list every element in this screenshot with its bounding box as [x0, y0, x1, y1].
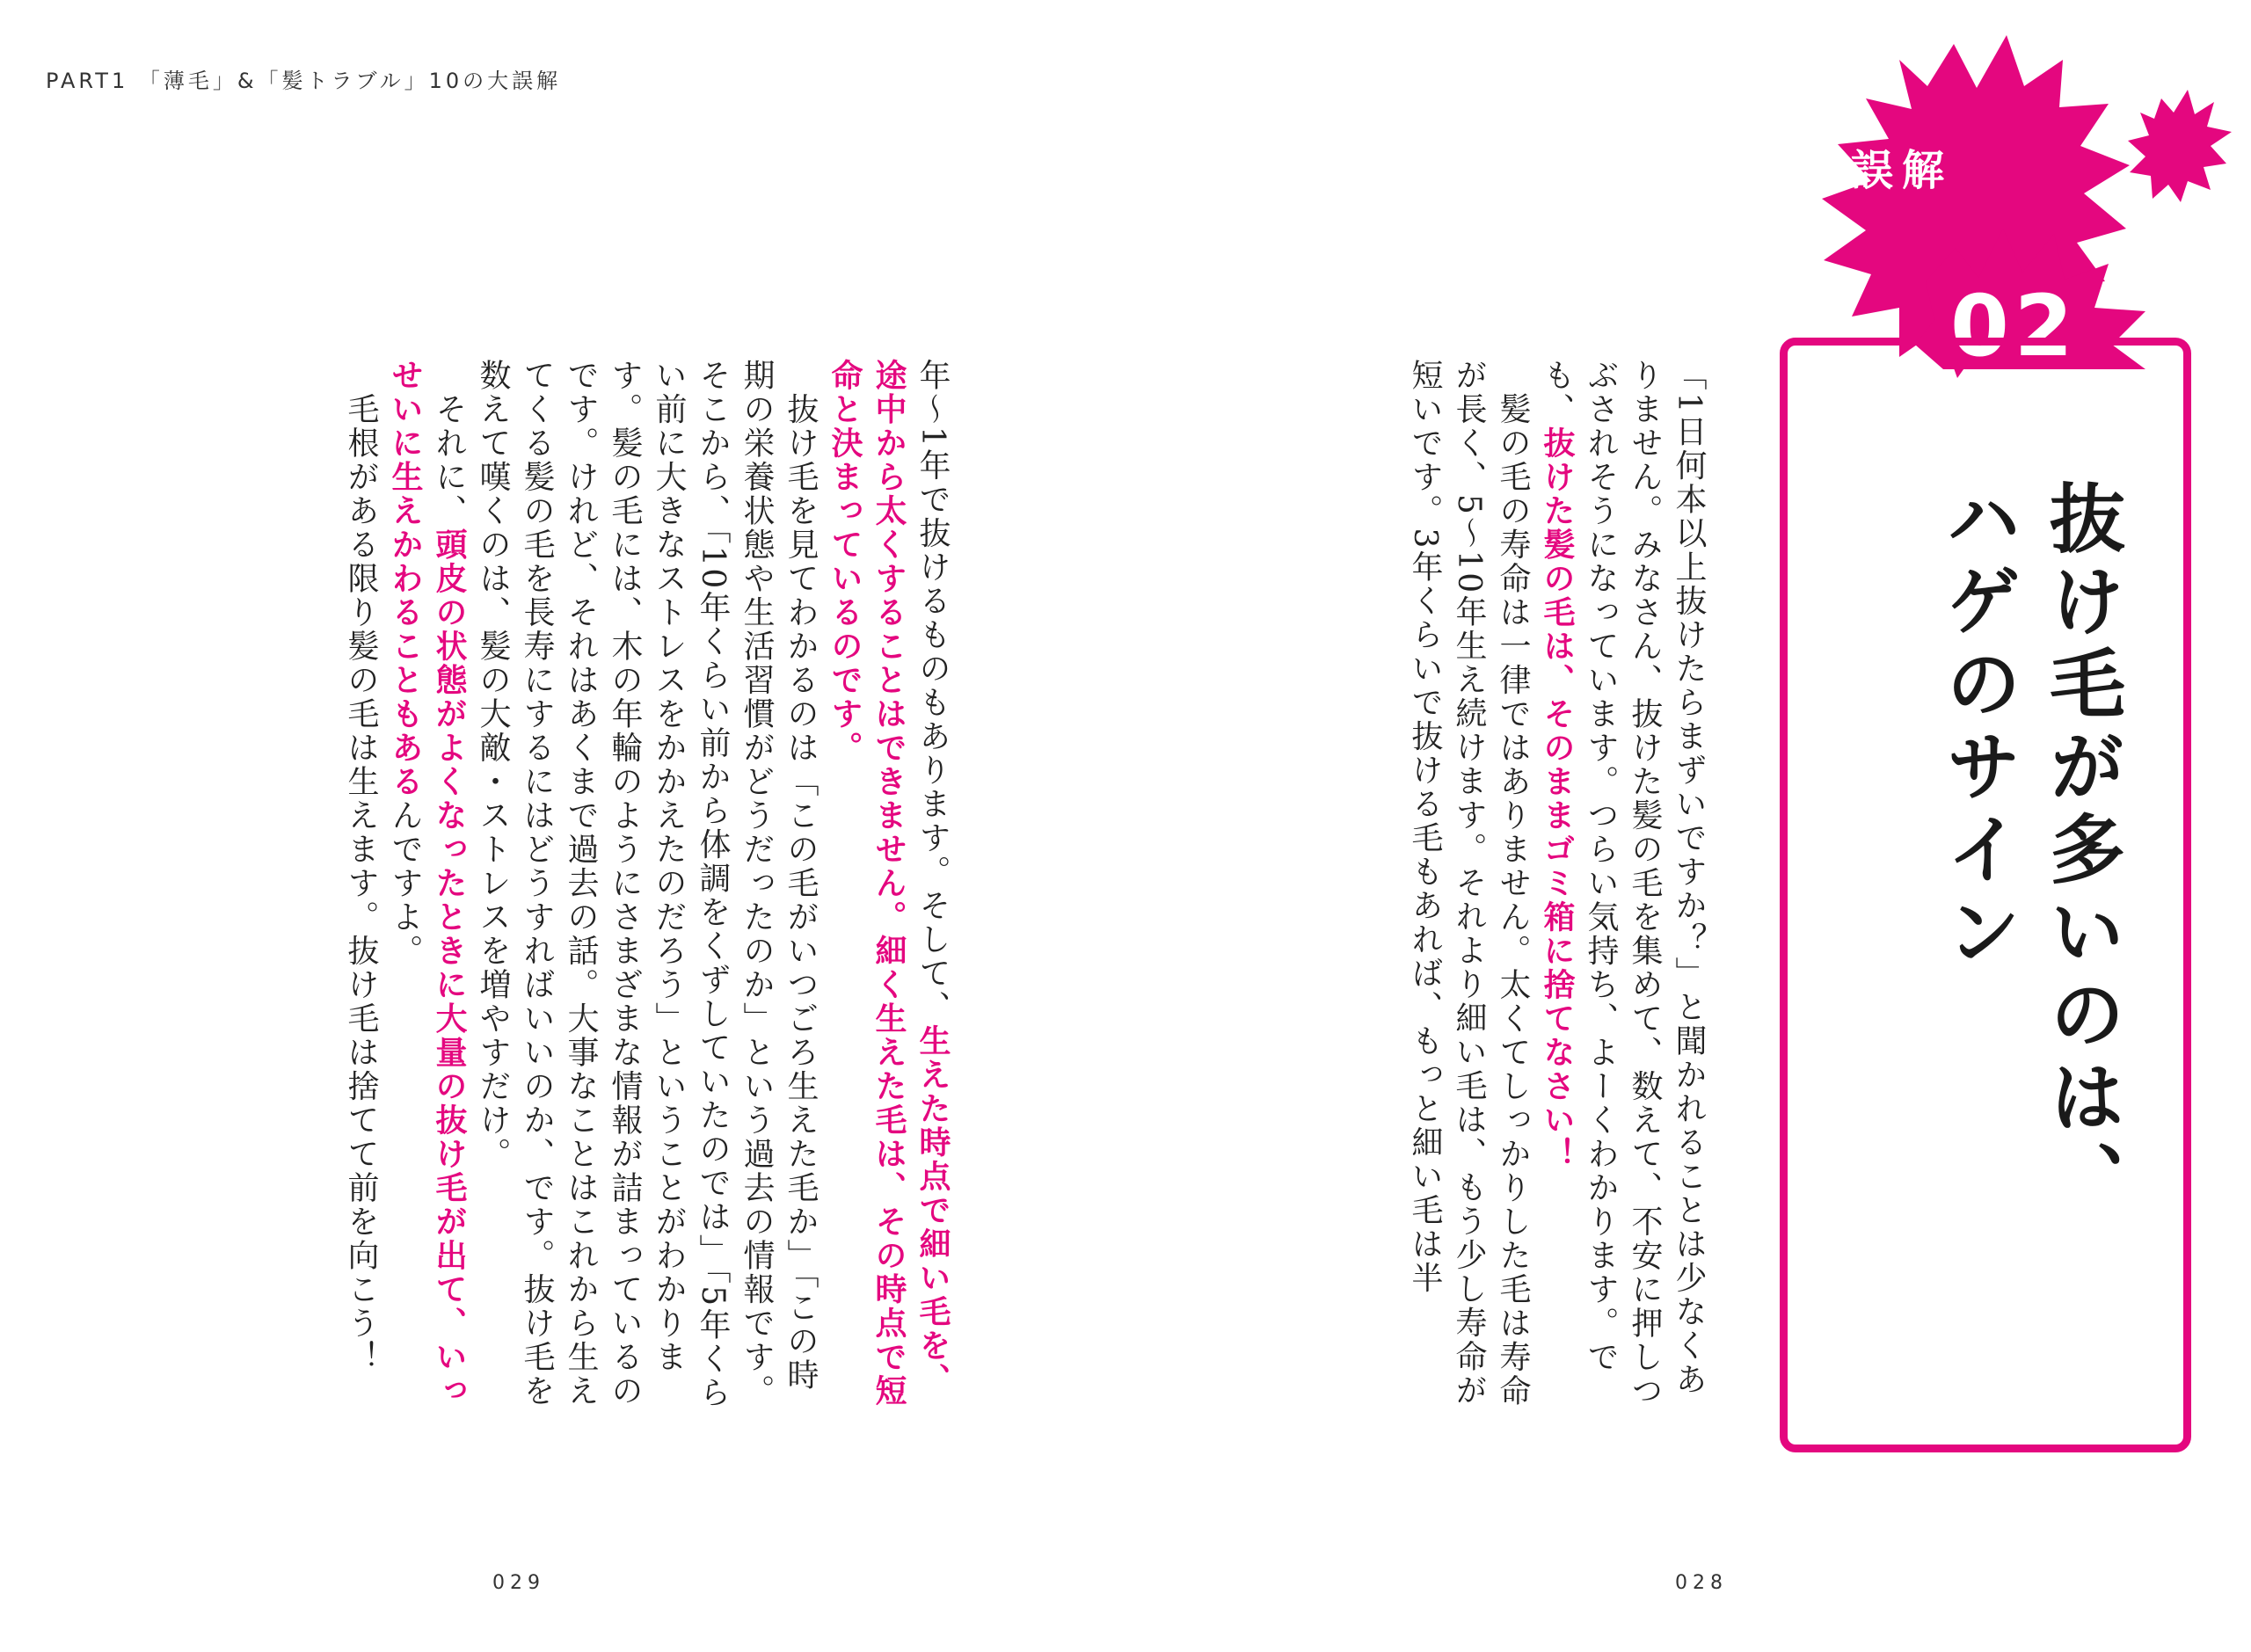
paragraph: [382, 359, 470, 1414]
paragraph: [1402, 359, 1534, 1414]
badge-label: 誤解: [1851, 146, 1954, 195]
body-text: 髪の毛の寿命は一律ではありません。太くてしっかりした毛は寿命が長く、5〜10年生え続けます。それより細い毛は、もう少し寿命が短いです。3年くらいで抜ける毛もあれば、もっと細い毛は半: [1407, 359, 1531, 1408]
body-text: 抜け毛を見てわかるのは「この毛がいつごろ生えた毛か」「この時期の栄養状態や生活習慣がどうだったのか」という過去の情報です。そこから、「10年くらい前から体調をくずしていたのでは」「5年くらい前に大きなストレスをかかえたのだろう」ということがわかります。髪の毛には、木の年輪のようにさまざまな情報が詰まっているのです。けれど、それはあくまで過去の話。大事なことはこれから生えてくる髪の毛を長寿にするにはどうすればいいのか、です。抜け毛を数えて嘆くのは、髪の大敵・ストレスを増やすだけ。: [475, 359, 819, 1410]
paragraph: [822, 359, 954, 1414]
body-text: それに、: [431, 392, 467, 528]
body-text-right-page: [1288, 359, 1710, 1414]
title-line-1: 抜け毛が多いのは、: [2036, 479, 2124, 1223]
body-text-left-page: [149, 359, 954, 1414]
body-text: んですよ。: [387, 798, 423, 968]
title-line-2: ハゲのサイン: [1933, 479, 2021, 975]
body-text: 年〜1年で抜けるものもあります。そして、: [914, 359, 951, 1024]
paragraph: [1534, 359, 1710, 1414]
badge-number: 02: [1950, 277, 2079, 375]
highlight-text: 抜けた髪の毛は、そのままゴミ箱に捨てなさい！: [1539, 426, 1575, 1171]
body-text: 毛根がある限り髪の毛は生えます。抜け毛は捨てて前を向こう！: [343, 392, 379, 1374]
paragraph: [339, 359, 382, 1414]
starburst-small: [2128, 90, 2232, 202]
paragraph: [470, 359, 822, 1414]
chapter-title: [1904, 479, 2132, 1411]
highlight-text: 頭皮の状態がよくなったときに大量の抜け毛が出て、いっせいに生えかわることもある: [387, 359, 467, 1408]
page-number-right: 028: [1675, 1572, 1728, 1594]
page-number-left: 029: [492, 1572, 545, 1594]
highlight-text: 生えた時点で細い毛を、途中から太くすることはできません。細く生えた毛は、その時点で短命と決まっているのです。: [827, 359, 951, 1408]
body-text: 「1日何本以上抜けたらまずいですか？」と聞かれることは少なくありません。みなさん、抜けた髪の毛を集めて、数えて、不安に押しつぶされそうになっています。つらい気持ち、よーくわかります。でも、: [1539, 359, 1707, 1408]
running-head: PART1 「薄毛」&「髪トラブル」10の大誤解: [46, 69, 562, 93]
